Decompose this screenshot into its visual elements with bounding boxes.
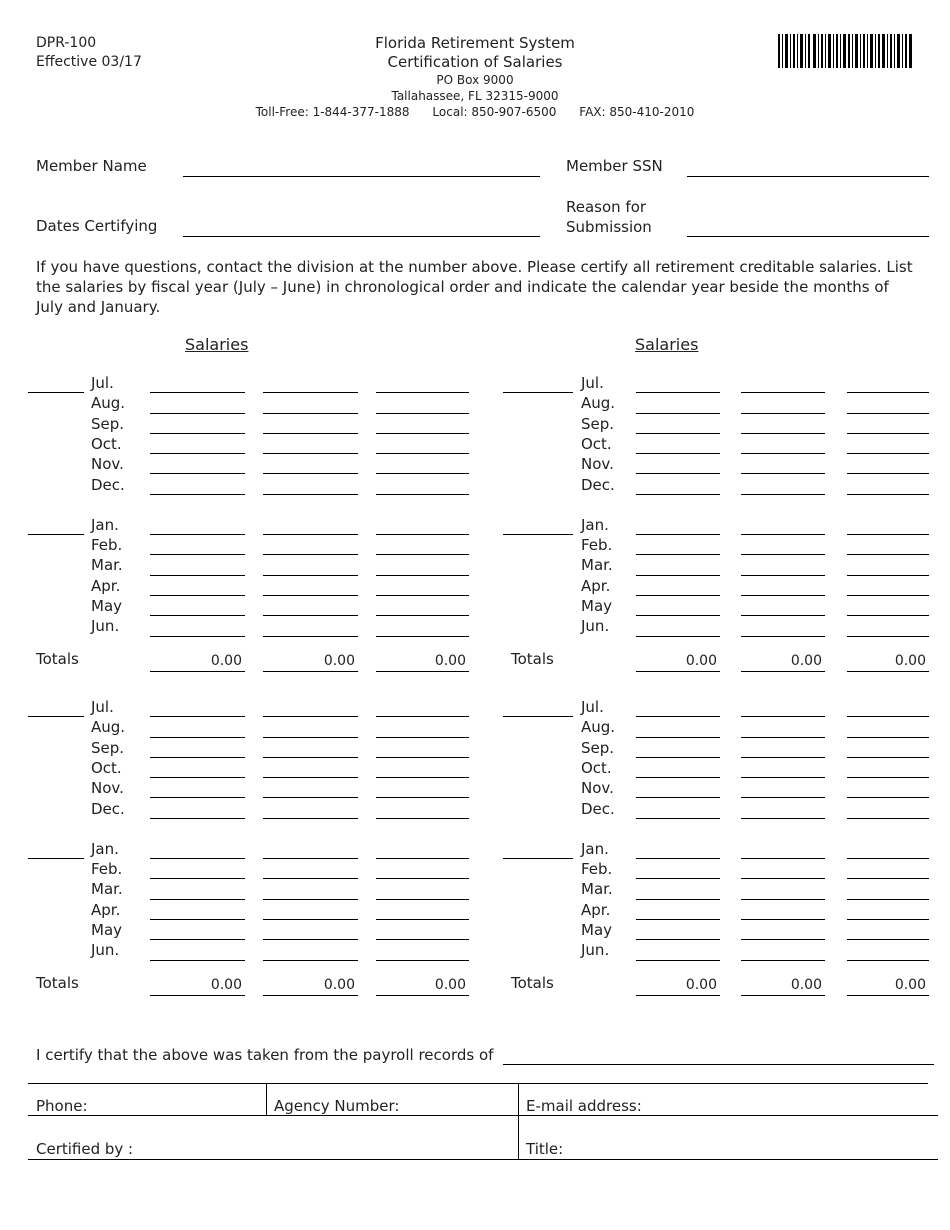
salary-input[interactable] <box>150 616 245 636</box>
salary-input[interactable] <box>150 940 245 960</box>
year-input-july[interactable] <box>28 697 84 717</box>
salary-input[interactable] <box>847 738 929 758</box>
month-label: Sep. <box>91 414 125 433</box>
month-label: Jun. <box>581 941 610 960</box>
salary-input[interactable] <box>376 940 469 960</box>
month-label: Apr. <box>91 576 121 595</box>
salary-input[interactable] <box>150 839 245 859</box>
salary-input[interactable] <box>741 393 825 413</box>
salary-input[interactable] <box>636 515 720 535</box>
salary-input[interactable] <box>847 515 929 535</box>
salary-input[interactable] <box>741 859 825 879</box>
salary-input[interactable] <box>376 475 469 495</box>
salary-input[interactable] <box>741 616 825 636</box>
table-top-border <box>28 1083 928 1084</box>
total-value: 0.00 <box>263 977 358 996</box>
agency-number-label: Agency Number: <box>274 1097 400 1115</box>
salary-input[interactable] <box>636 799 720 819</box>
salary-input[interactable] <box>263 434 358 454</box>
salary-input[interactable] <box>376 515 469 535</box>
month-label: Aug. <box>91 718 126 737</box>
total-value: 0.00 <box>847 653 929 672</box>
salaries-heading-left: Salaries <box>185 335 249 354</box>
salary-input[interactable] <box>150 475 245 495</box>
salary-input[interactable] <box>376 778 469 798</box>
month-label: Jan. <box>91 839 119 858</box>
email-label: E-mail address: <box>526 1097 642 1115</box>
month-label: Feb. <box>91 536 123 555</box>
salary-input[interactable] <box>150 515 245 535</box>
salary-input[interactable] <box>741 697 825 717</box>
year-input-january[interactable] <box>503 839 573 859</box>
month-label: Dec. <box>581 475 615 494</box>
salary-input[interactable] <box>741 758 825 778</box>
salary-input[interactable] <box>636 697 720 717</box>
salary-input[interactable] <box>847 414 929 434</box>
month-label: May <box>581 921 613 939</box>
month-label: Jun. <box>91 941 120 960</box>
salary-input[interactable] <box>376 576 469 596</box>
salary-input[interactable] <box>847 616 929 636</box>
salary-input[interactable] <box>741 940 825 960</box>
month-label: Aug. <box>91 394 126 413</box>
salary-input[interactable] <box>741 454 825 474</box>
salary-input[interactable] <box>847 879 929 899</box>
salary-input[interactable] <box>741 799 825 819</box>
total-value: 0.00 <box>150 977 245 996</box>
salary-input[interactable] <box>263 940 358 960</box>
total-value: 0.00 <box>636 653 720 672</box>
salary-input[interactable] <box>376 454 469 474</box>
month-label: Oct. <box>581 434 612 453</box>
member-ssn-input[interactable] <box>687 160 929 177</box>
total-value: 0.00 <box>263 653 358 672</box>
salary-input[interactable] <box>376 393 469 413</box>
effective-date: Effective 03/17 <box>36 54 142 70</box>
salary-input[interactable] <box>636 758 720 778</box>
salary-input[interactable] <box>847 576 929 596</box>
month-label: Jul. <box>581 374 604 392</box>
reason-input[interactable] <box>687 220 929 237</box>
month-label: Sep. <box>91 738 125 757</box>
salary-input[interactable] <box>741 839 825 859</box>
payroll-records-input[interactable] <box>503 1048 934 1065</box>
salary-input[interactable] <box>263 799 358 819</box>
salary-input[interactable] <box>150 596 245 616</box>
salary-input[interactable] <box>263 697 358 717</box>
salary-input[interactable] <box>636 859 720 879</box>
total-value: 0.00 <box>741 977 825 996</box>
salary-input[interactable] <box>150 758 245 778</box>
salary-input[interactable] <box>263 920 358 940</box>
reason-label-line1: Reason for <box>566 198 647 216</box>
month-label: Oct. <box>581 758 612 777</box>
salary-input[interactable] <box>263 596 358 616</box>
salary-input[interactable] <box>263 839 358 859</box>
salary-input[interactable] <box>847 799 929 819</box>
salary-input[interactable] <box>636 900 720 920</box>
month-label: Mar. <box>91 556 123 575</box>
month-label: Oct. <box>91 434 122 453</box>
month-label: Dec. <box>581 799 615 818</box>
salary-input[interactable] <box>150 920 245 940</box>
salary-input[interactable] <box>376 616 469 636</box>
salary-input[interactable] <box>636 454 720 474</box>
salary-input[interactable] <box>636 555 720 575</box>
salary-input[interactable] <box>847 596 929 616</box>
salary-input[interactable] <box>263 879 358 899</box>
salary-input[interactable] <box>150 879 245 899</box>
salary-input[interactable] <box>847 900 929 920</box>
salary-input[interactable] <box>263 717 358 737</box>
salary-input[interactable] <box>376 900 469 920</box>
salary-input[interactable] <box>150 535 245 555</box>
salary-input[interactable] <box>150 900 245 920</box>
salary-input[interactable] <box>741 778 825 798</box>
month-label: Apr. <box>91 900 121 919</box>
salary-input[interactable] <box>741 717 825 737</box>
salary-input[interactable] <box>263 778 358 798</box>
month-label: Sep. <box>581 414 615 433</box>
instructions: If you have questions, contact the division at the number above. Please certify all retirement creditable salaries. List the salaries by fiscal year (July – June) in chronological order and indicate the calendar year beside the months of July and January. <box>36 258 913 316</box>
month-label: Aug. <box>581 718 616 737</box>
salary-input[interactable] <box>847 717 929 737</box>
salary-input[interactable] <box>636 616 720 636</box>
salary-input[interactable] <box>263 859 358 879</box>
month-label: Nov. <box>91 455 124 474</box>
month-label: Jun. <box>581 617 610 636</box>
salary-input[interactable] <box>741 596 825 616</box>
totals-label: Totals <box>36 973 79 992</box>
title-label: Title: <box>526 1140 564 1158</box>
form-code: DPR-100 <box>36 35 97 51</box>
total-value: 0.00 <box>376 653 469 672</box>
salary-input[interactable] <box>741 920 825 940</box>
salary-input[interactable] <box>847 475 929 495</box>
salary-input[interactable] <box>636 576 720 596</box>
form-title: Florida Retirement System <box>375 34 575 52</box>
salary-input[interactable] <box>636 393 720 413</box>
salary-input[interactable] <box>263 758 358 778</box>
city-address: Tallahassee, FL 32315-9000 <box>391 89 559 103</box>
salary-input[interactable] <box>263 414 358 434</box>
table-mid-border <box>28 1115 938 1116</box>
salary-input[interactable] <box>741 373 825 393</box>
month-label: May <box>91 921 123 939</box>
salary-input[interactable] <box>847 839 929 859</box>
salary-input[interactable] <box>376 555 469 575</box>
total-value: 0.00 <box>636 977 720 996</box>
salary-input[interactable] <box>263 535 358 555</box>
certified-by-label: Certified by : <box>36 1140 134 1158</box>
salary-input[interactable] <box>376 373 469 393</box>
salary-input[interactable] <box>636 414 720 434</box>
totals-label: Totals <box>36 649 79 668</box>
divider-phone-agency <box>266 1084 267 1115</box>
salary-input[interactable] <box>741 900 825 920</box>
salary-input[interactable] <box>263 738 358 758</box>
salary-input[interactable] <box>150 697 245 717</box>
month-label: Apr. <box>581 576 611 595</box>
form-subtitle: Certification of Salaries <box>387 53 563 71</box>
salary-input[interactable] <box>741 879 825 899</box>
salary-input[interactable] <box>263 475 358 495</box>
month-label: Jun. <box>91 617 120 636</box>
month-label: Feb. <box>91 860 123 879</box>
salary-input[interactable] <box>150 454 245 474</box>
reason-label <box>566 197 652 237</box>
salary-input[interactable] <box>636 596 720 616</box>
salary-input[interactable] <box>636 738 720 758</box>
salary-input[interactable] <box>741 738 825 758</box>
month-label: Aug. <box>581 394 616 413</box>
salary-input[interactable] <box>847 555 929 575</box>
month-label: Nov. <box>91 779 124 798</box>
salary-input[interactable] <box>263 900 358 920</box>
salary-input[interactable] <box>150 414 245 434</box>
salary-input[interactable] <box>263 373 358 393</box>
salary-input[interactable] <box>150 738 245 758</box>
month-label: Jan. <box>581 839 609 858</box>
salary-input[interactable] <box>741 414 825 434</box>
month-label: Mar. <box>581 556 613 575</box>
salary-input[interactable] <box>376 596 469 616</box>
certify-statement: I certify that the above was taken from the payroll records of <box>36 1046 494 1064</box>
salary-input[interactable] <box>150 393 245 413</box>
totals-label: Totals <box>511 973 554 992</box>
salary-input[interactable] <box>847 920 929 940</box>
salary-input[interactable] <box>847 393 929 413</box>
po-box: PO Box 9000 <box>436 73 514 87</box>
year-input-january[interactable] <box>28 515 84 535</box>
salary-input[interactable] <box>741 576 825 596</box>
member-name-input[interactable] <box>183 160 540 177</box>
salary-input[interactable] <box>150 717 245 737</box>
salary-input[interactable] <box>376 717 469 737</box>
salary-input[interactable] <box>636 879 720 899</box>
salary-input[interactable] <box>376 414 469 434</box>
salary-input[interactable] <box>376 697 469 717</box>
barcode-icon <box>778 34 912 68</box>
member-ssn-label: Member SSN <box>566 157 663 175</box>
month-label: Dec. <box>91 475 125 494</box>
salary-input[interactable] <box>847 758 929 778</box>
salary-input[interactable] <box>741 434 825 454</box>
divider-agency-email <box>518 1084 519 1159</box>
salary-input[interactable] <box>847 535 929 555</box>
salary-input[interactable] <box>847 778 929 798</box>
salary-input[interactable] <box>263 616 358 636</box>
reason-label-line2: Submission <box>566 218 652 236</box>
salary-input[interactable] <box>263 454 358 474</box>
salary-input[interactable] <box>376 799 469 819</box>
year-input-january[interactable] <box>28 839 84 859</box>
salary-input[interactable] <box>376 434 469 454</box>
salary-input[interactable] <box>741 515 825 535</box>
month-label: Mar. <box>91 880 123 899</box>
salary-input[interactable] <box>636 839 720 859</box>
salary-input[interactable] <box>150 576 245 596</box>
salary-input[interactable] <box>150 778 245 798</box>
total-value: 0.00 <box>376 977 469 996</box>
month-label: Jul. <box>91 374 114 392</box>
month-label: Mar. <box>581 880 613 899</box>
salary-input[interactable] <box>376 738 469 758</box>
member-name-label: Member Name <box>36 157 147 175</box>
month-label: Feb. <box>581 860 613 879</box>
month-label: Feb. <box>581 536 613 555</box>
month-label: May <box>581 597 613 615</box>
total-value: 0.00 <box>847 977 929 996</box>
salary-input[interactable] <box>263 515 358 535</box>
dates-certifying-label: Dates Certifying <box>36 217 158 235</box>
salary-input[interactable] <box>847 434 929 454</box>
phone-label: Phone: <box>36 1097 88 1115</box>
salary-input[interactable] <box>847 697 929 717</box>
salary-input[interactable] <box>376 535 469 555</box>
salary-input[interactable] <box>263 393 358 413</box>
totals-label: Totals <box>511 649 554 668</box>
month-label: Nov. <box>581 779 614 798</box>
dates-certifying-input[interactable] <box>183 220 540 237</box>
year-input-july[interactable] <box>503 373 573 393</box>
salary-input[interactable] <box>636 717 720 737</box>
salary-input[interactable] <box>741 555 825 575</box>
month-label: Apr. <box>581 900 611 919</box>
salary-input[interactable] <box>150 373 245 393</box>
salary-input[interactable] <box>741 535 825 555</box>
salary-input[interactable] <box>636 940 720 960</box>
month-label: Sep. <box>581 738 615 757</box>
total-value: 0.00 <box>150 653 245 672</box>
month-label: Jul. <box>91 698 114 716</box>
salary-input[interactable] <box>636 778 720 798</box>
salary-input[interactable] <box>741 475 825 495</box>
total-value: 0.00 <box>741 653 825 672</box>
year-input-july[interactable] <box>28 373 84 393</box>
salary-input[interactable] <box>150 555 245 575</box>
month-label: Jan. <box>581 515 609 534</box>
salary-input[interactable] <box>263 576 358 596</box>
salary-input[interactable] <box>636 535 720 555</box>
salary-input[interactable] <box>376 758 469 778</box>
table-bottom-border <box>28 1159 938 1160</box>
salary-input[interactable] <box>847 859 929 879</box>
salary-input[interactable] <box>150 434 245 454</box>
salary-input[interactable] <box>376 879 469 899</box>
year-input-july[interactable] <box>503 697 573 717</box>
salary-input[interactable] <box>636 373 720 393</box>
month-label: Dec. <box>91 799 125 818</box>
month-label: Nov. <box>581 455 614 474</box>
salary-input[interactable] <box>263 555 358 575</box>
month-label: Jan. <box>91 515 119 534</box>
salary-input[interactable] <box>150 859 245 879</box>
salary-input[interactable] <box>636 475 720 495</box>
salary-input[interactable] <box>847 940 929 960</box>
salary-input[interactable] <box>376 839 469 859</box>
salary-input[interactable] <box>376 859 469 879</box>
month-label: Oct. <box>91 758 122 777</box>
salary-input[interactable] <box>636 920 720 940</box>
month-label: Jul. <box>581 698 604 716</box>
salaries-heading-right: Salaries <box>635 335 699 354</box>
salary-input[interactable] <box>847 454 929 474</box>
salary-input[interactable] <box>847 373 929 393</box>
month-label: May <box>91 597 123 615</box>
salary-input[interactable] <box>150 799 245 819</box>
salary-input[interactable] <box>636 434 720 454</box>
salary-input[interactable] <box>376 920 469 940</box>
year-input-january[interactable] <box>503 515 573 535</box>
contact-numbers: Toll-Free: 1-844-377-1888 Local: 850-907-6500 FAX: 850-410-2010 <box>255 105 695 119</box>
